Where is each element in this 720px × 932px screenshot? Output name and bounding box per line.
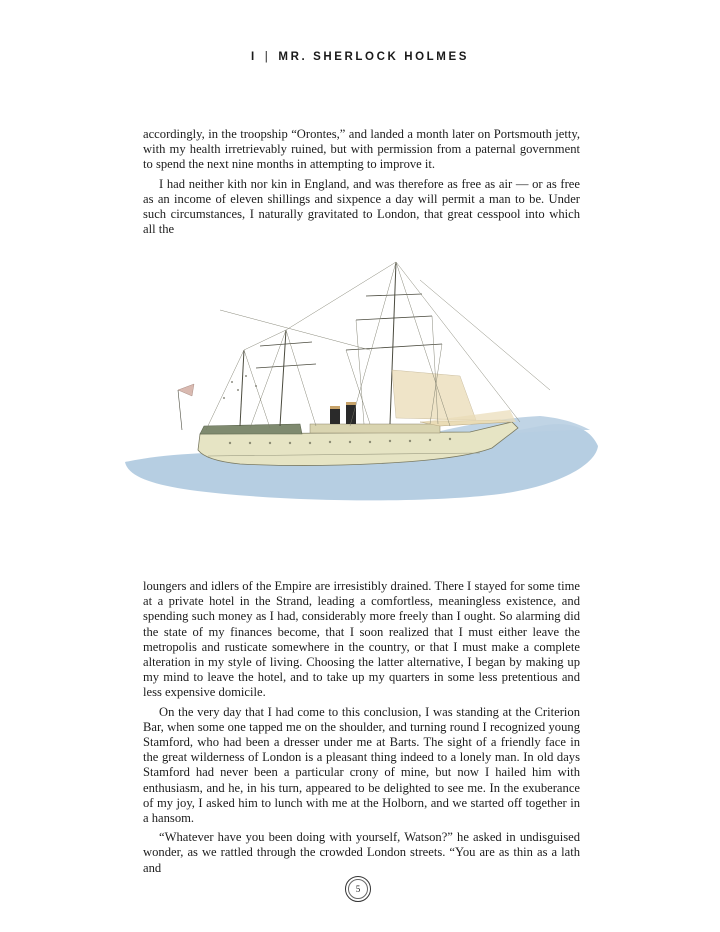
chapter-title: MR. SHERLOCK HOLMES [278,51,469,63]
page-number-text: 5 [355,884,361,894]
paragraph: I had neither kith nor kin in England, and was therefore as free as air — or as free as an income of eleven shillings and sixpence a day will permit a man to be. Under such circumstances, I naturally gravitated to London, that great cesspool into which all the [143,176,580,237]
text-block-bottom [143,579,580,880]
funnel-front [346,402,356,424]
paragraph: On the very day that I had come to this conclusion, I was standing at the Criterion Bar, when some one tapped me on the shoulder, and turning round I recognized young Stamford, who had been a dresser under me at Barts. The sight of a friendly face in the great wilderness of London is a pleasant thing indeed to a lonely man. In old days Stamford had never been a particular crony of mine, but now I hailed him with enthusiasm, and he, in his turn, appeared to be delighted to see me. In the exuberance of my joy, I asked him to lunch with me at the Holborn, and we started off together in a hansom. [143,704,580,826]
header-separator: | [264,51,271,63]
ship-flag [178,384,194,396]
deck-cabins [310,424,440,433]
steamship-illustration [120,250,600,510]
ship-rigging [206,262,550,430]
paragraph: loungers and idlers of the Empire are irresistibly drained. There I stayed for some time at a private hotel in the Strand, leading a comfortless, meaningless existence, and spending such money as I had, considerably more freely than I ought. So alarming did the state of my finances become, that I soon realized that I must either leave the metropolis and rusticate somewhere in the country, or that I must make a complete alteration in my style of living. Choosing the latter alternative, I began by making up my mind to leave the hotel, and to take up my quarters in some less pretentious and less expensive domicile. [143,579,580,700]
page-number [345,876,371,902]
text-block-top [143,127,580,241]
birds [223,375,257,399]
running-header [0,51,720,63]
ship-masts [240,262,396,426]
chapter-number: I [251,51,257,63]
paragraph: accordingly, in the troopship “Orontes,” and landed a month later on Portsmouth jetty, with my health irretrievably ruined, but with permission from a paternal government to spend the next nine months in attempting to improve it. [143,127,580,172]
paragraph: “Whatever have you been doing with yourself, Watson?” he asked in undisguised wonder, as we rattled through the crowded London streets. “You are as thin as a lath and [143,830,580,875]
